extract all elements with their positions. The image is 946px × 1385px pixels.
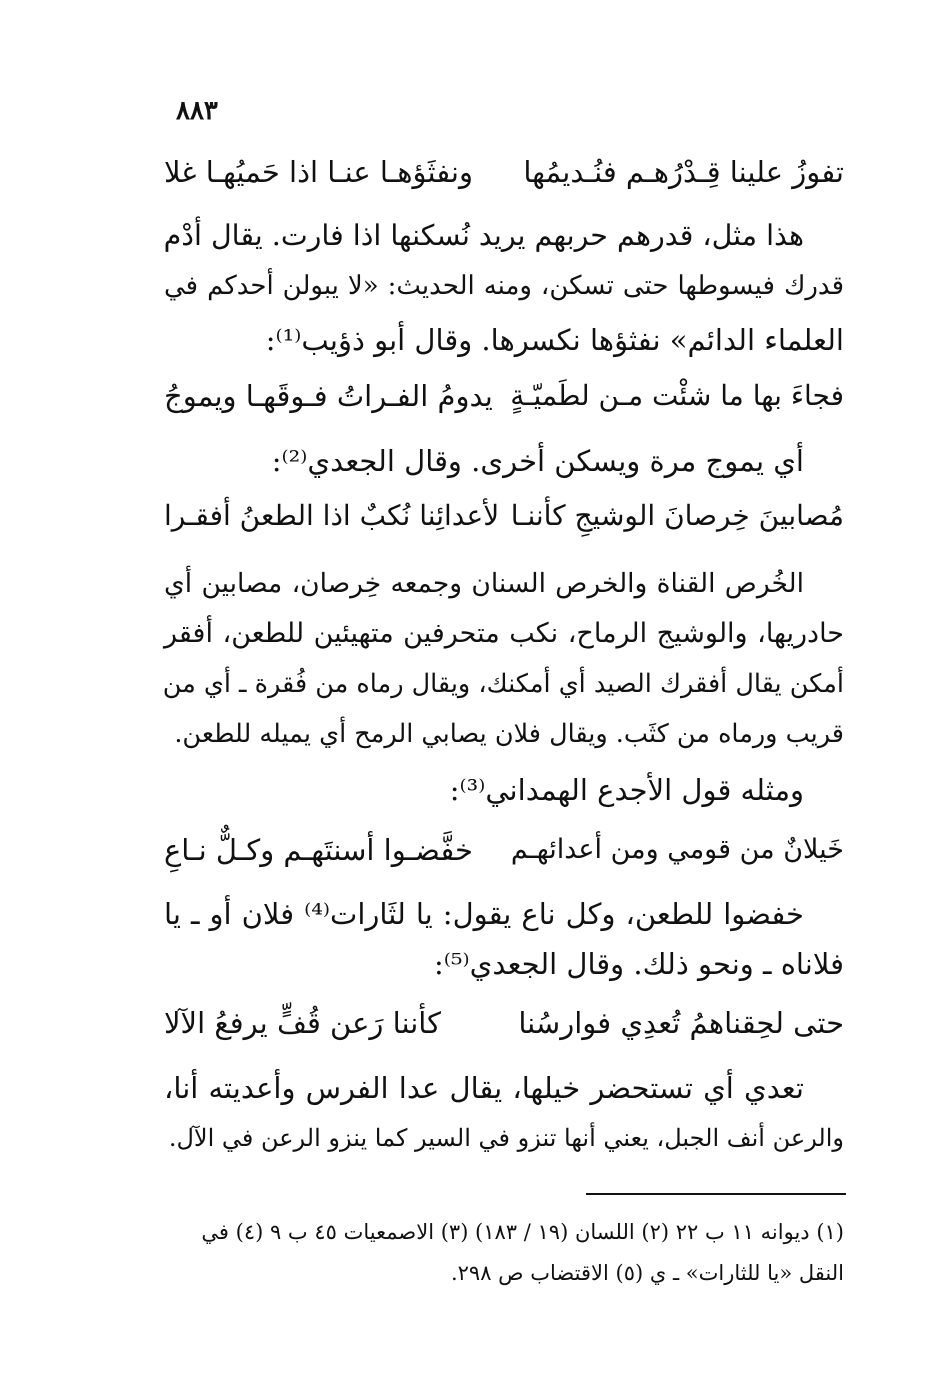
page-number: ٨٨٣ <box>176 96 218 126</box>
verse-second-hemistich: لأعدائِنا نُكبٌ اذا الطعنُ أفقـرا <box>164 499 500 532</box>
prose-line: العلماء الدائم» نفثؤها نكسرها. وقال أبو ذؤيب⁽¹⁾: <box>265 323 844 357</box>
verse-first-hemistich: مُصابينَ خِرصانَ الوشيجِ كأننـا <box>510 499 844 532</box>
verse-first-hemistich: حتى لحِقناهمُ تُعدِي فوارسُنا <box>518 1006 844 1040</box>
verse-second-hemistich: يدومُ الفـراتُ فـوقَهـا ويموجُ <box>164 379 493 413</box>
footnote-line: (١) ديوانه ١١ ب ٢٢ (٢) اللسان (١٩ / ١٨٣) (٣) الاصمعيات ٤٥ ب ٩ (٤) في <box>201 1220 844 1244</box>
verse-first-hemistich: فجاءَ بها ما شئْت مـن لطَميّـةٍ <box>510 379 844 412</box>
footnote-separator <box>586 1193 846 1195</box>
footnote-line: النقل «يا للثارات» ـ ي (٥) الاقتضاب ص ٢٩٨. <box>450 1261 844 1285</box>
verse-second-hemistich: ونفثَؤهـا عنـا اذا حَميُهـا غلا <box>164 155 474 189</box>
verse-second-hemistich: خفَّضـوا أسنتَهـم وكـلٌّ نـاعِ <box>164 833 473 867</box>
prose-line: والرعن أنف الجبل، يعني أنها تنزو في السير كما ينزو الرعن في الآل. <box>168 1124 844 1152</box>
prose-line: قدرك فيسوطها حتى تسكن، ومنه الحديث: «لا يبولن أحدكم في <box>164 271 844 301</box>
prose-line: أي يموج مرة ويسكن أخرى. وقال الجعدي⁽²⁾: <box>271 444 804 478</box>
verse-second-hemistich: كأننا رَعن قُفٍّ يرفعُ الآلا <box>164 1006 441 1040</box>
prose-line: هذا مثل، قدرهم حربهم يريد نُسكنها اذا فارت. يقال أدْم <box>163 219 804 252</box>
prose-line: ومثله قول الأجدع الهمداني⁽³⁾: <box>449 773 804 807</box>
prose-line: فلاناه ـ ونحو ذلك. وقال الجعدي⁽⁵⁾: <box>433 947 844 981</box>
verse-first-hemistich: تفوزُ علينا قِـدْرُهـم فنُـديمُها <box>523 155 844 189</box>
verse-first-hemistich: خَيلانٌ من قومي ومن أعدائهـم <box>510 834 844 865</box>
prose-line: حادريها، والوشيج الرماح، نكب متحرفين متهيئين للطعن، أفقر <box>164 618 844 649</box>
prose-line: خفضوا للطعن، وكل ناع يقول: يا لثَارات⁽⁴⁾ فلان أو ـ يا <box>164 897 804 931</box>
prose-line: تعدي أي تستحضر خيلها، يقال عدا الفرس وأعديته أنا، <box>164 1071 804 1105</box>
prose-line: الخُرص القناة والخرص السنان وجمعه خِرصان، مصابين أي <box>164 568 804 599</box>
prose-line: قريب ورماه من كثَب. ويقال فلان يصابي الرمح أي يميله للطعن. <box>174 719 844 749</box>
prose-line: أمكن يقال أفقرك الصيد أي أمكنك، ويقال رماه من فُقرة ـ أي من <box>162 669 844 699</box>
